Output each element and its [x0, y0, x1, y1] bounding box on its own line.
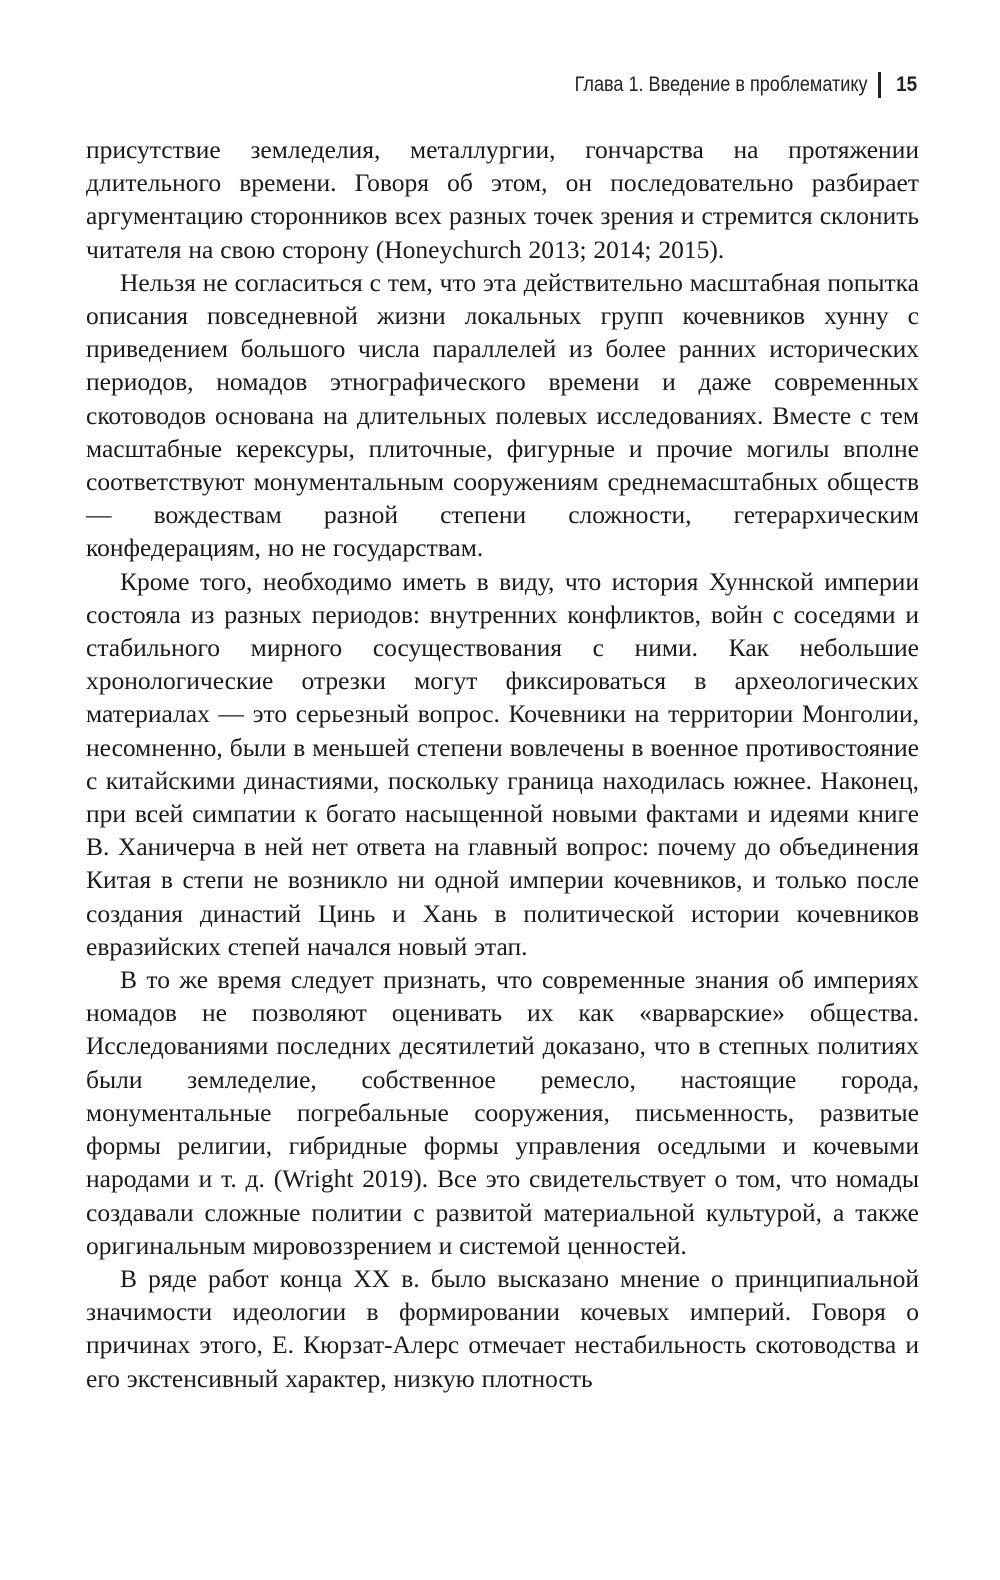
chapter-title: Глава 1. Введение в проблематику: [574, 73, 868, 96]
running-head: [527, 72, 918, 98]
body-text: [86, 133, 919, 1395]
paragraph: В ряде работ конца XX в. было высказано мнение о принципиальной значимости идеологии в формировании кочевых империй. Говоря о причинах этого, Е. Кюрзат-Алерс отмечает нестабильность скотоводства и его экстенсивный характер, низкую плотность: [86, 1263, 919, 1393]
paragraph: Кроме того, необходимо иметь в виду, что история Хуннской империи состояла из разных периодов: внутренних конфликтов, войн с соседями и стабильного мирного сосуществования с ними. Как небольшие хронологические отрезки могут фиксироваться в археологических материалах — это серьезный вопрос. Кочевники на территории Монголии, несомненно, были в меньшей степени вовлечены в военное противостояние с китайскими династиями, поскольку граница находилась южнее. Наконец, при всей симпатии к богато насыщенной новыми фактами и идеями книге В. Ханичерча в ней нет ответа на главный вопрос: почему до объединения Китая в степи не возникло ни одной империи кочевников, и только после создания династий Цинь и Хань в политической истории кочевников евразийских степей начался новый этап.: [86, 566, 919, 961]
paragraph: Нельзя не согласиться с тем, что эта действительно масштабная попытка описания повседневной жизни локальных групп кочевников хунну с приведением большого числа параллелей из более ранних исторических периодов, номадов этнографического времени и даже современных скотоводов основана на длительных полевых исследованиях. Вместе с тем масштабные керексуры, плиточные, фигурные и прочие могилы вполне соответствуют монументальным сооружениям среднемасштабных обществ — вождествам разной степени сложности, гетерархическим конфедерациям, но не государствам.: [86, 267, 919, 563]
page-number: 15: [895, 73, 917, 96]
paragraph: В то же время следует признать, что современные знания об империях номадов не позволяют оценивать их как «варварские» общества. Исследованиями последних десятилетий доказано, что в степных политиях были земледелие, собственное ремесло, настоящие города, монументальные погребальные сооружения, письменность, развитые формы религии, гибридные формы управления оседлыми и кочевыми народами и т. д. (Wright 2019). Все это свидетельствует о том, что номады создавали сложные политии с развитой материальной культурой, а также оригинальным мировоззрением и системой ценностей.: [86, 965, 919, 1260]
header-separator: [878, 72, 881, 98]
paragraph-continued: присутствие земледелия, металлургии, гончарства на протяжении длительного времени. Говоря об этом, он последовательно разбирает аргументацию сторонников всех разных точек зрения и стремится склонить читателя на свою сторону (Honeychurch 2013; 2014; 2015).: [86, 135, 919, 264]
